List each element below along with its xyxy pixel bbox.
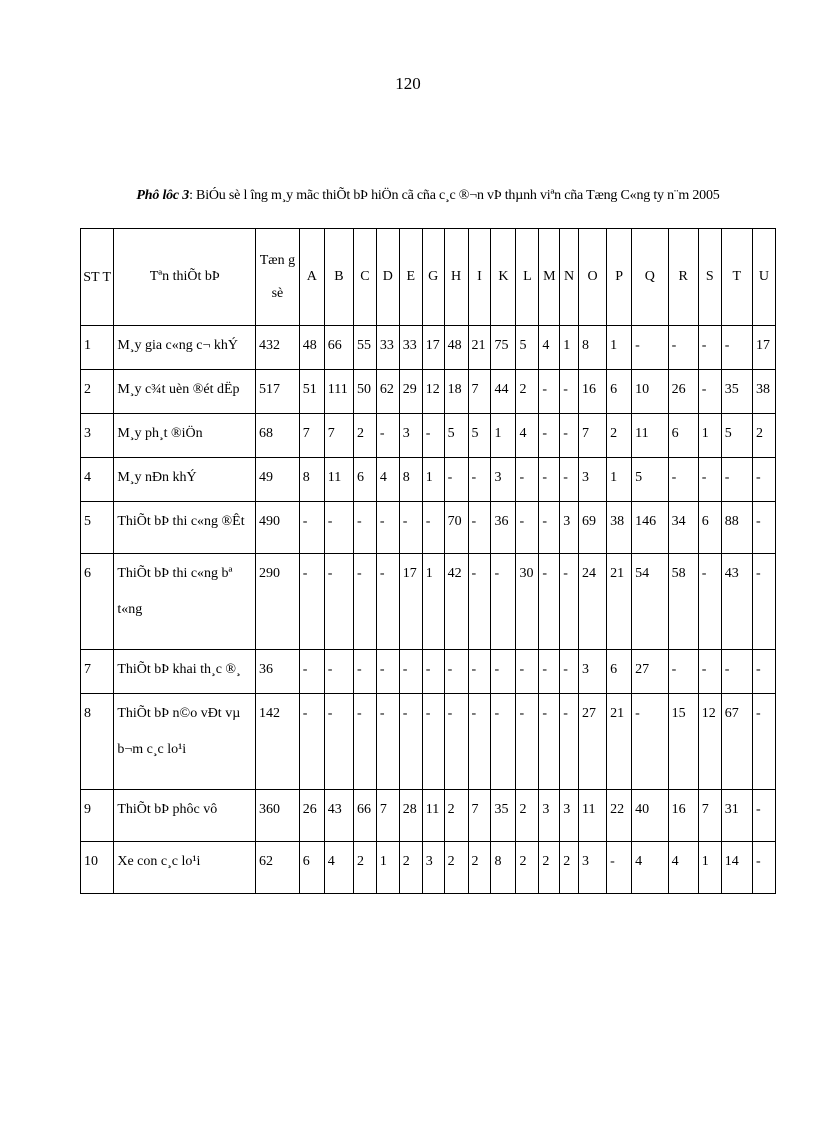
table-row [81, 790, 776, 842]
table-row [81, 370, 776, 414]
row-value: - [353, 694, 376, 790]
table-body [81, 326, 776, 894]
row-value: 1 [607, 326, 632, 370]
row-value: - [376, 694, 399, 790]
row-value: - [444, 650, 468, 694]
row-value: 5 [444, 414, 468, 458]
row-value: 2 [468, 842, 491, 894]
row-value: 7 [468, 370, 491, 414]
row-value: 12 [698, 694, 721, 790]
row-total: 36 [256, 650, 300, 694]
row-value: 17 [422, 326, 444, 370]
row-value: 11 [422, 790, 444, 842]
row-stt: 4 [81, 458, 114, 502]
header-unit: K [491, 229, 516, 326]
row-value: 1 [491, 414, 516, 458]
row-value: - [324, 694, 353, 790]
row-value: - [560, 458, 579, 502]
row-value: - [560, 650, 579, 694]
row-value: 2 [516, 842, 539, 894]
row-value: - [539, 458, 560, 502]
header-total: Tæn g sè [256, 229, 300, 326]
row-value: - [539, 414, 560, 458]
row-value: 8 [399, 458, 422, 502]
row-value: 16 [668, 790, 698, 842]
row-value: - [299, 554, 324, 650]
row-value: - [422, 694, 444, 790]
row-value: - [353, 554, 376, 650]
header-unit: N [560, 229, 579, 326]
row-value: 69 [578, 502, 606, 554]
row-stt: 6 [81, 554, 114, 650]
row-value: 54 [632, 554, 668, 650]
row-name: ThiÕt bÞ thi c«ng bª t«ng [114, 554, 256, 650]
row-value: 5 [721, 414, 752, 458]
table-row [81, 414, 776, 458]
row-value: 35 [721, 370, 752, 414]
row-value: - [422, 650, 444, 694]
row-value: - [516, 502, 539, 554]
table-row [81, 694, 776, 790]
row-value: 10 [632, 370, 668, 414]
row-value: 1 [376, 842, 399, 894]
row-value: 4 [324, 842, 353, 894]
row-value: - [752, 502, 775, 554]
row-value: 4 [516, 414, 539, 458]
row-value: 3 [539, 790, 560, 842]
row-stt: 5 [81, 502, 114, 554]
header-unit: P [607, 229, 632, 326]
row-value: 33 [399, 326, 422, 370]
row-value: - [468, 554, 491, 650]
row-value: - [376, 502, 399, 554]
row-name: M¸y nÐn khÝ [114, 458, 256, 502]
row-total: 68 [256, 414, 300, 458]
row-value: 33 [376, 326, 399, 370]
row-value: 75 [491, 326, 516, 370]
row-value: - [721, 326, 752, 370]
row-value: 28 [399, 790, 422, 842]
row-value: 7 [376, 790, 399, 842]
row-value: - [491, 554, 516, 650]
header-unit: O [578, 229, 606, 326]
row-value: - [752, 458, 775, 502]
row-total: 360 [256, 790, 300, 842]
row-value: 44 [491, 370, 516, 414]
row-value: 3 [578, 650, 606, 694]
row-value: 3 [578, 842, 606, 894]
row-value: - [376, 414, 399, 458]
row-value: 7 [468, 790, 491, 842]
table-row [81, 842, 776, 894]
table-row [81, 554, 776, 650]
row-value: - [444, 458, 468, 502]
header-unit: L [516, 229, 539, 326]
row-value: - [299, 650, 324, 694]
row-value: - [516, 458, 539, 502]
row-value: 12 [422, 370, 444, 414]
row-value: - [721, 458, 752, 502]
row-stt: 2 [81, 370, 114, 414]
row-name: M¸y gia c«ng c¬ khÝ [114, 326, 256, 370]
table-row [81, 458, 776, 502]
caption-label: Phô lôc 3 [136, 188, 190, 203]
row-value: 6 [607, 370, 632, 414]
row-value: - [376, 554, 399, 650]
row-value: 2 [444, 842, 468, 894]
row-value: 6 [299, 842, 324, 894]
row-value: 38 [752, 370, 775, 414]
row-value: 5 [516, 326, 539, 370]
row-value: 62 [376, 370, 399, 414]
row-value: - [376, 650, 399, 694]
row-value: 22 [607, 790, 632, 842]
row-value: 21 [607, 694, 632, 790]
row-value: 7 [299, 414, 324, 458]
header-unit: I [468, 229, 491, 326]
row-value: 3 [578, 458, 606, 502]
row-value: - [539, 502, 560, 554]
header-unit: S [698, 229, 721, 326]
page-number: 120 [395, 74, 421, 93]
row-value: 1 [698, 842, 721, 894]
row-value: - [752, 790, 775, 842]
row-value: 7 [698, 790, 721, 842]
row-value: 2 [516, 370, 539, 414]
caption-text: : BiÓu sè l îng m¸y mãc thiÕt bÞ hiÖn cã cña c¸c ®¬n vÞ thµnh viªn cña Tæng C«ng ty n¨m 2005 [189, 188, 720, 203]
row-value: 1 [698, 414, 721, 458]
header-unit: T [721, 229, 752, 326]
row-stt: 1 [81, 326, 114, 370]
row-value: 6 [698, 502, 721, 554]
row-value: 5 [468, 414, 491, 458]
row-value: 27 [578, 694, 606, 790]
row-value: 43 [721, 554, 752, 650]
row-value: 29 [399, 370, 422, 414]
row-value: 58 [668, 554, 698, 650]
row-value: - [632, 326, 668, 370]
row-total: 62 [256, 842, 300, 894]
row-value: 66 [353, 790, 376, 842]
row-value: 40 [632, 790, 668, 842]
row-value: - [752, 694, 775, 790]
row-value: 48 [444, 326, 468, 370]
row-value: 3 [560, 790, 579, 842]
row-value: - [399, 694, 422, 790]
row-value: 30 [516, 554, 539, 650]
row-value: 55 [353, 326, 376, 370]
row-value: 2 [752, 414, 775, 458]
header-unit: M [539, 229, 560, 326]
row-value: - [607, 842, 632, 894]
row-value: 21 [468, 326, 491, 370]
row-value: 3 [399, 414, 422, 458]
header-unit: H [444, 229, 468, 326]
row-value: - [491, 694, 516, 790]
row-value: 2 [607, 414, 632, 458]
row-value: 146 [632, 502, 668, 554]
row-value: 5 [632, 458, 668, 502]
header-unit: D [376, 229, 399, 326]
row-value: - [399, 650, 422, 694]
row-value: 2 [539, 842, 560, 894]
row-value: - [698, 554, 721, 650]
header-unit: G [422, 229, 444, 326]
row-total: 517 [256, 370, 300, 414]
row-value: 2 [560, 842, 579, 894]
row-value: - [468, 458, 491, 502]
row-value: 36 [491, 502, 516, 554]
header-stt: ST T [81, 229, 114, 326]
row-value: 8 [578, 326, 606, 370]
row-value: 38 [607, 502, 632, 554]
row-value: 3 [560, 502, 579, 554]
row-value: - [491, 650, 516, 694]
header-row [81, 229, 776, 326]
row-value: - [539, 370, 560, 414]
row-value: - [721, 650, 752, 694]
header-name: Tªn thiÕt bÞ [114, 229, 256, 326]
row-value: 11 [324, 458, 353, 502]
row-value: - [698, 326, 721, 370]
row-value: 67 [721, 694, 752, 790]
row-value: 42 [444, 554, 468, 650]
row-value: 24 [578, 554, 606, 650]
row-value: 3 [491, 458, 516, 502]
row-value: 11 [578, 790, 606, 842]
row-value: 26 [668, 370, 698, 414]
row-value: - [324, 554, 353, 650]
row-value: - [560, 370, 579, 414]
table-row [81, 326, 776, 370]
row-value: - [698, 458, 721, 502]
equipment-table [80, 228, 776, 894]
row-value: 1 [422, 554, 444, 650]
header-unit: B [324, 229, 353, 326]
row-value: - [668, 650, 698, 694]
row-value: 2 [516, 790, 539, 842]
row-total: 490 [256, 502, 300, 554]
row-value: 17 [752, 326, 775, 370]
row-name: ThiÕt bÞ thi c«ng ®Êt [114, 502, 256, 554]
row-value: - [444, 694, 468, 790]
row-value: 21 [607, 554, 632, 650]
row-value: - [698, 370, 721, 414]
row-value: 2 [353, 414, 376, 458]
row-value: - [539, 694, 560, 790]
row-value: - [560, 554, 579, 650]
header-unit: U [752, 229, 775, 326]
row-value: - [468, 502, 491, 554]
row-name: M¸y ph¸t ®iÖn [114, 414, 256, 458]
row-value: 2 [444, 790, 468, 842]
row-stt: 10 [81, 842, 114, 894]
row-value: - [468, 650, 491, 694]
row-name: Xe con c¸c lo¹i [114, 842, 256, 894]
row-value: 4 [376, 458, 399, 502]
row-value: - [353, 650, 376, 694]
row-value: - [752, 842, 775, 894]
row-value: - [422, 502, 444, 554]
row-value: - [399, 502, 422, 554]
row-value: - [299, 694, 324, 790]
row-name: M¸y c¾t uèn ®ét dËp [114, 370, 256, 414]
row-value: 2 [353, 842, 376, 894]
table-caption [80, 188, 776, 204]
table-row [81, 650, 776, 694]
row-value: 31 [721, 790, 752, 842]
row-value: - [324, 650, 353, 694]
row-value: 4 [539, 326, 560, 370]
row-value: 4 [668, 842, 698, 894]
header-unit: A [299, 229, 324, 326]
row-value: 11 [632, 414, 668, 458]
row-total: 142 [256, 694, 300, 790]
row-stt: 8 [81, 694, 114, 790]
row-value: 7 [578, 414, 606, 458]
row-value: - [752, 650, 775, 694]
row-stt: 3 [81, 414, 114, 458]
row-value: - [632, 694, 668, 790]
row-value: 6 [353, 458, 376, 502]
row-value: 8 [491, 842, 516, 894]
row-value: 1 [560, 326, 579, 370]
row-value: 70 [444, 502, 468, 554]
row-value: - [752, 554, 775, 650]
row-stt: 9 [81, 790, 114, 842]
row-value: - [299, 502, 324, 554]
row-value: - [539, 650, 560, 694]
row-value: 2 [399, 842, 422, 894]
row-value: - [468, 694, 491, 790]
row-value: - [516, 694, 539, 790]
row-total: 290 [256, 554, 300, 650]
row-value: - [560, 414, 579, 458]
row-value: - [539, 554, 560, 650]
row-value: 6 [607, 650, 632, 694]
row-value: - [422, 414, 444, 458]
row-value: 15 [668, 694, 698, 790]
header-unit: C [353, 229, 376, 326]
row-value: 14 [721, 842, 752, 894]
row-value: 4 [632, 842, 668, 894]
row-name: ThiÕt bÞ khai th¸c ®¸ [114, 650, 256, 694]
row-value: 88 [721, 502, 752, 554]
row-stt: 7 [81, 650, 114, 694]
table-row [81, 502, 776, 554]
row-value: 50 [353, 370, 376, 414]
row-value: - [698, 650, 721, 694]
row-value: - [668, 458, 698, 502]
row-value: - [668, 326, 698, 370]
row-value: 1 [422, 458, 444, 502]
row-value: - [353, 502, 376, 554]
row-value: 8 [299, 458, 324, 502]
row-value: 3 [422, 842, 444, 894]
row-value: 16 [578, 370, 606, 414]
row-name: ThiÕt bÞ n©o vÐt vµ b¬m c¸c lo¹i [114, 694, 256, 790]
row-value: 18 [444, 370, 468, 414]
row-value: 111 [324, 370, 353, 414]
row-total: 49 [256, 458, 300, 502]
row-total: 432 [256, 326, 300, 370]
row-value: 51 [299, 370, 324, 414]
row-value: 7 [324, 414, 353, 458]
row-value: - [560, 694, 579, 790]
row-value: - [516, 650, 539, 694]
row-name: ThiÕt bÞ phôc vô [114, 790, 256, 842]
row-value: 26 [299, 790, 324, 842]
row-value: 48 [299, 326, 324, 370]
row-value: - [324, 502, 353, 554]
row-value: 43 [324, 790, 353, 842]
row-value: 66 [324, 326, 353, 370]
header-unit: E [399, 229, 422, 326]
header-unit: R [668, 229, 698, 326]
row-value: 35 [491, 790, 516, 842]
row-value: 17 [399, 554, 422, 650]
row-value: 34 [668, 502, 698, 554]
header-unit: Q [632, 229, 668, 326]
row-value: 27 [632, 650, 668, 694]
row-value: 1 [607, 458, 632, 502]
row-value: 6 [668, 414, 698, 458]
